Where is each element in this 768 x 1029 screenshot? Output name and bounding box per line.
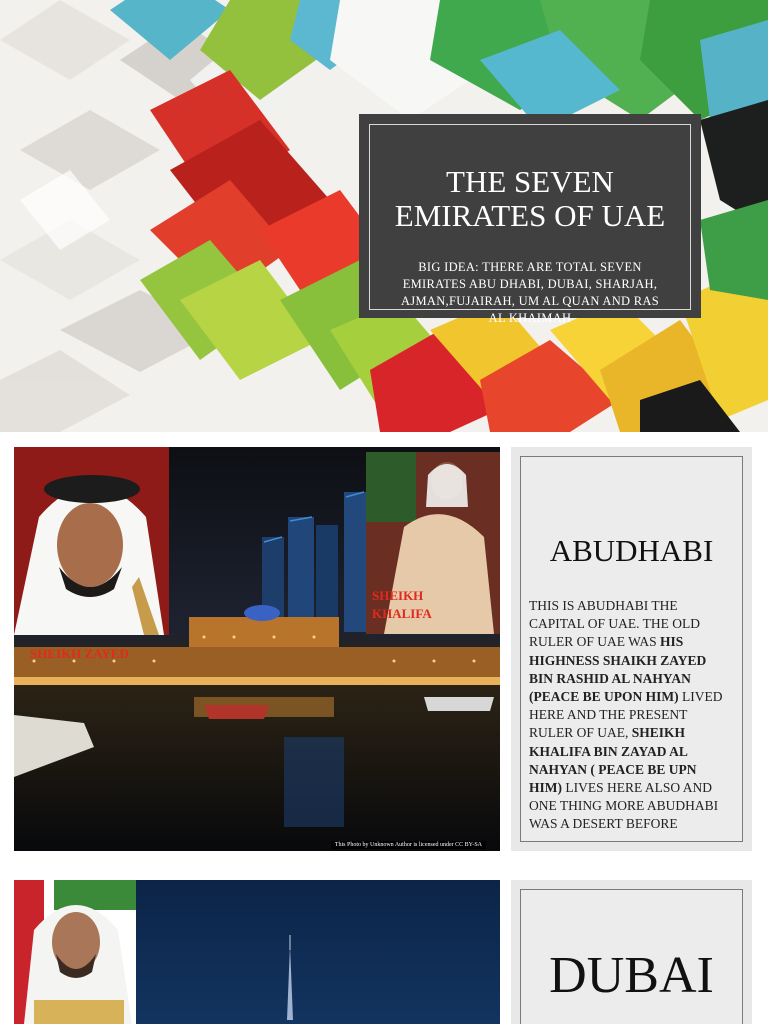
desc-part-1: THIS IS ABUDHABI THE CAPITAL OF UAE. THE OLD RULER OF UAE WAS [529,598,701,650]
desc-part-4: SHEIKH KHALIFA BIN ZAYAD AL NAHYAN ( PEACE BE UPN HIM) [529,725,697,796]
abudhabi-photo [14,447,500,851]
abudhabi-description [529,597,732,834]
label-sheikh-khalifa: SHEIKH KHALIFA [372,588,432,621]
abudhabi-title: ABUDHABI [549,533,714,568]
abudhabi-info-frame [520,456,743,842]
desc-part-5: LIVES HERE ALSO AND ONE THING MORE ABUDHABI WAS A DESERT BEFORE [529,780,719,832]
dubai-night-image [14,880,500,1024]
title-box [359,114,701,325]
abudhabi-slide [0,447,768,851]
desc-part-3: LIVED HERE AND THE PRESENT RULER OF UAE, [529,689,723,741]
dubai-photo [14,880,500,1024]
dubai-info-frame [520,889,743,1024]
slide-subtitle: BIG IDEA: THERE ARE TOTAL SEVEN EMIRATES ABU DHABI, DUBAI, SHARJAH, AJMAN,FUJAIRAH, UM AL QUAN AND RAS AL KHAIMAH [400,260,660,325]
dubai-title: DUBAI [549,947,714,1004]
dubai-slide [0,880,768,1024]
desc-part-2: HIS HIGHNESS SHAIKH ZAYED BIN RASHID AL NAHYAN (PEACE BE UPON HIM) [529,634,707,705]
dubai-info-panel [511,880,752,1024]
title-slide [0,0,768,432]
abudhabi-info-panel [511,447,752,851]
title-frame [369,124,691,325]
photo-credit[interactable]: This Photo by Unknown Author is licensed under CC BY-SA [331,841,486,849]
label-sheikh-zayed: SHEIKH ZAYED [30,646,129,661]
slide-title: THE SEVEN EMIRATES OF UAE [394,164,666,233]
